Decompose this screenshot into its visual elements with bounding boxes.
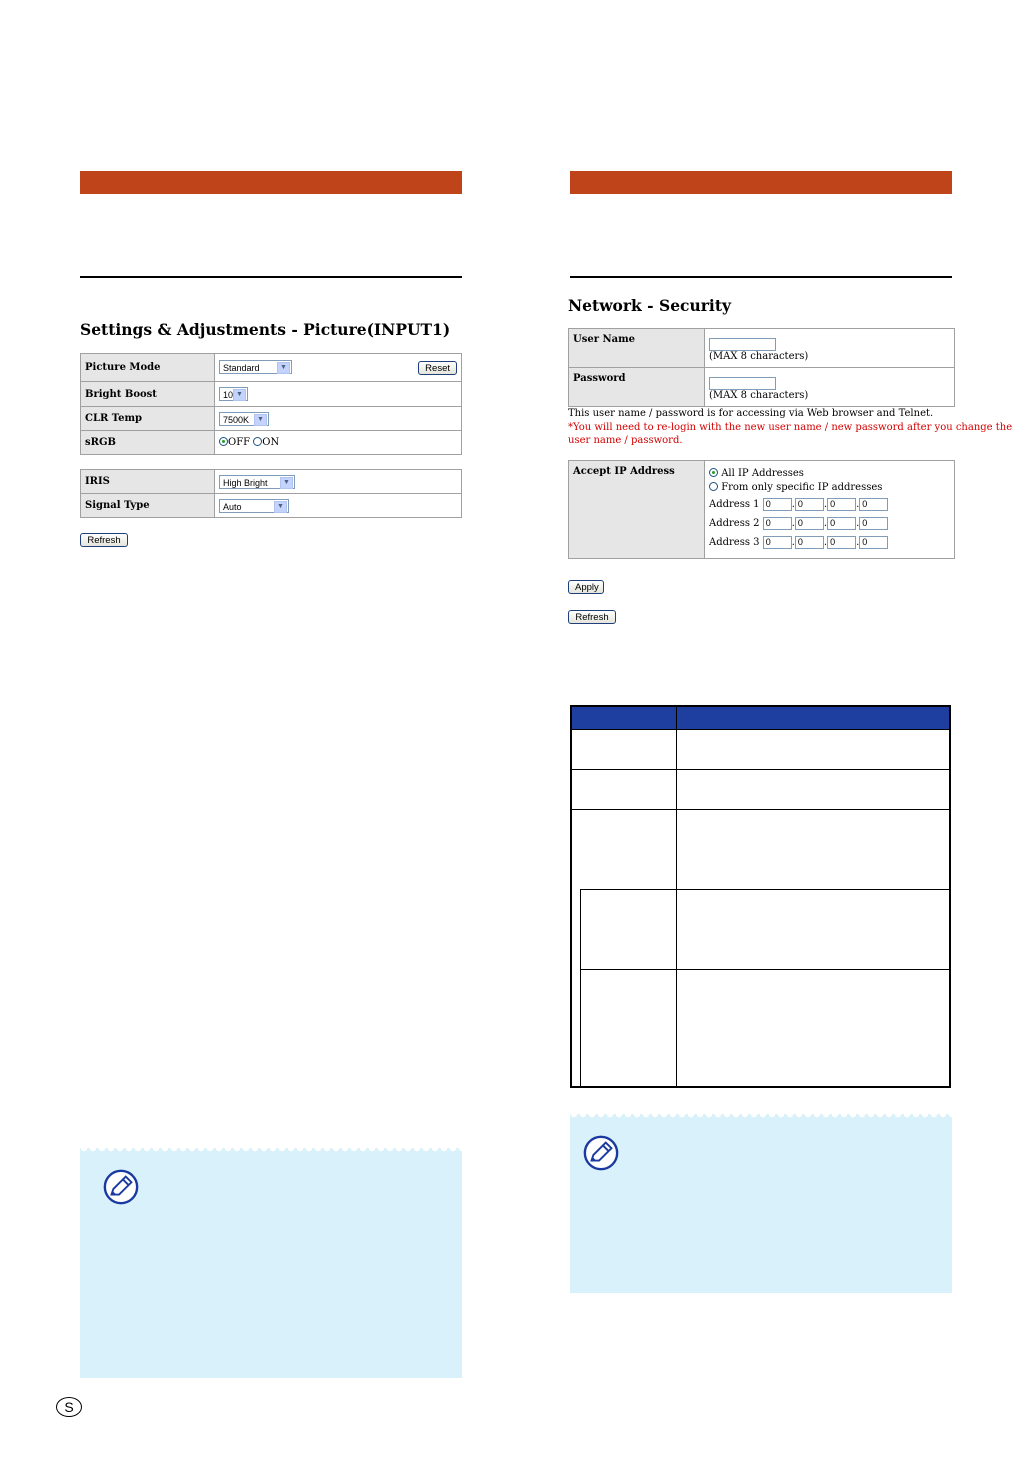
- password-label: Password: [569, 368, 705, 407]
- signal-type-label: Signal Type: [81, 494, 215, 518]
- pencil-icon: [102, 1168, 140, 1206]
- specific-ip-label: From only specific IP addresses: [721, 482, 883, 493]
- explanation-table: [570, 705, 951, 1088]
- srgb-on-radio[interactable]: [253, 437, 262, 446]
- iris-select[interactable]: High Bright ▼: [219, 475, 295, 489]
- picture-settings-table: [80, 353, 462, 455]
- accept-ip-table: Accept IP Address All IP Addresses From only specific IP addresses Address 1 0 . 0 . 0 . 0 Address 2 0 . 0 . 0 . 0 Address 3 0 . 0 . 0 . 0: [568, 460, 955, 559]
- user-name-label: User Name: [569, 329, 705, 368]
- srgb-on-label: ON: [262, 437, 280, 448]
- picture-settings-title: Settings & Adjustments - Picture(INPUT1): [80, 320, 451, 339]
- chevron-down-icon: ▼: [233, 389, 246, 401]
- accept-ip-label: Accept IP Address: [569, 461, 705, 559]
- chevron-down-icon: ▼: [254, 414, 267, 426]
- apply-button[interactable]: Apply: [568, 580, 604, 594]
- address-1-label: Address 1: [709, 499, 760, 510]
- address-2-octet-2[interactable]: 0: [795, 517, 824, 530]
- credentials-table: [568, 328, 955, 407]
- clr-temp-select[interactable]: 7500K ▼: [219, 412, 269, 426]
- chevron-down-icon: ▼: [280, 477, 293, 489]
- address-2-label: Address 2: [709, 518, 760, 529]
- reset-button[interactable]: Reset: [418, 361, 457, 375]
- address-2-octet-4[interactable]: 0: [859, 517, 888, 530]
- all-ip-label: All IP Addresses: [721, 468, 804, 479]
- iris-label: IRIS: [81, 470, 215, 494]
- user-name-hint: (MAX 8 characters): [709, 350, 809, 362]
- warning-line-1: *You will need to re-login with the new user name / new password after you change the: [568, 422, 1013, 433]
- left-refresh-button[interactable]: Refresh: [80, 533, 128, 547]
- left-note-box: [80, 1148, 462, 1378]
- bright-boost-select[interactable]: 10 ▼: [219, 387, 248, 401]
- address-2-octet-1[interactable]: 0: [763, 517, 792, 530]
- password-input[interactable]: [709, 377, 776, 390]
- clr-temp-label: CLR Temp: [81, 407, 215, 431]
- all-ip-radio[interactable]: [709, 468, 718, 477]
- address-3-octet-2[interactable]: 0: [795, 536, 824, 549]
- address-3-octet-1[interactable]: 0: [763, 536, 792, 549]
- right-rule: [570, 276, 952, 278]
- address-1-octet-1[interactable]: 0: [763, 498, 792, 511]
- left-section-bar: [80, 171, 462, 194]
- picture-mode-select[interactable]: Standard ▼: [219, 360, 292, 374]
- right-section-bar: [570, 171, 952, 194]
- password-hint: (MAX 8 characters): [709, 389, 809, 401]
- address-1-octet-3[interactable]: 0: [827, 498, 856, 511]
- address-1-octet-2[interactable]: 0: [795, 498, 824, 511]
- address-2-octet-3[interactable]: 0: [827, 517, 856, 530]
- srgb-off-label: OFF: [228, 437, 251, 448]
- address-3-label: Address 3: [709, 537, 760, 548]
- chevron-down-icon: ▼: [277, 362, 290, 374]
- security-title: Network - Security: [568, 296, 731, 315]
- picture-settings-table-2: [80, 469, 462, 518]
- specific-ip-radio[interactable]: [709, 482, 718, 491]
- picture-mode-label: Picture Mode: [81, 354, 215, 382]
- address-1-octet-4[interactable]: 0: [859, 498, 888, 511]
- srgb-off-radio[interactable]: [219, 437, 228, 446]
- chevron-down-icon: ▼: [274, 501, 287, 513]
- srgb-label: sRGB: [81, 431, 215, 455]
- right-note-box: [570, 1114, 952, 1293]
- pencil-icon: [582, 1134, 620, 1172]
- address-3-octet-4[interactable]: 0: [859, 536, 888, 549]
- right-refresh-button[interactable]: Refresh: [568, 610, 616, 624]
- warning-line-2: user name / password.: [568, 435, 683, 446]
- address-3-octet-3[interactable]: 0: [827, 536, 856, 549]
- signal-type-select[interactable]: Auto ▼: [219, 499, 289, 513]
- explanation-table-header: [572, 707, 949, 729]
- bright-boost-label: Bright Boost: [81, 382, 215, 407]
- info-text: This user name / password is for accessing via Web browser and Telnet.: [568, 408, 934, 419]
- user-name-input[interactable]: [709, 338, 776, 351]
- page-letter-badge: S: [56, 1397, 82, 1417]
- left-rule: [80, 276, 462, 278]
